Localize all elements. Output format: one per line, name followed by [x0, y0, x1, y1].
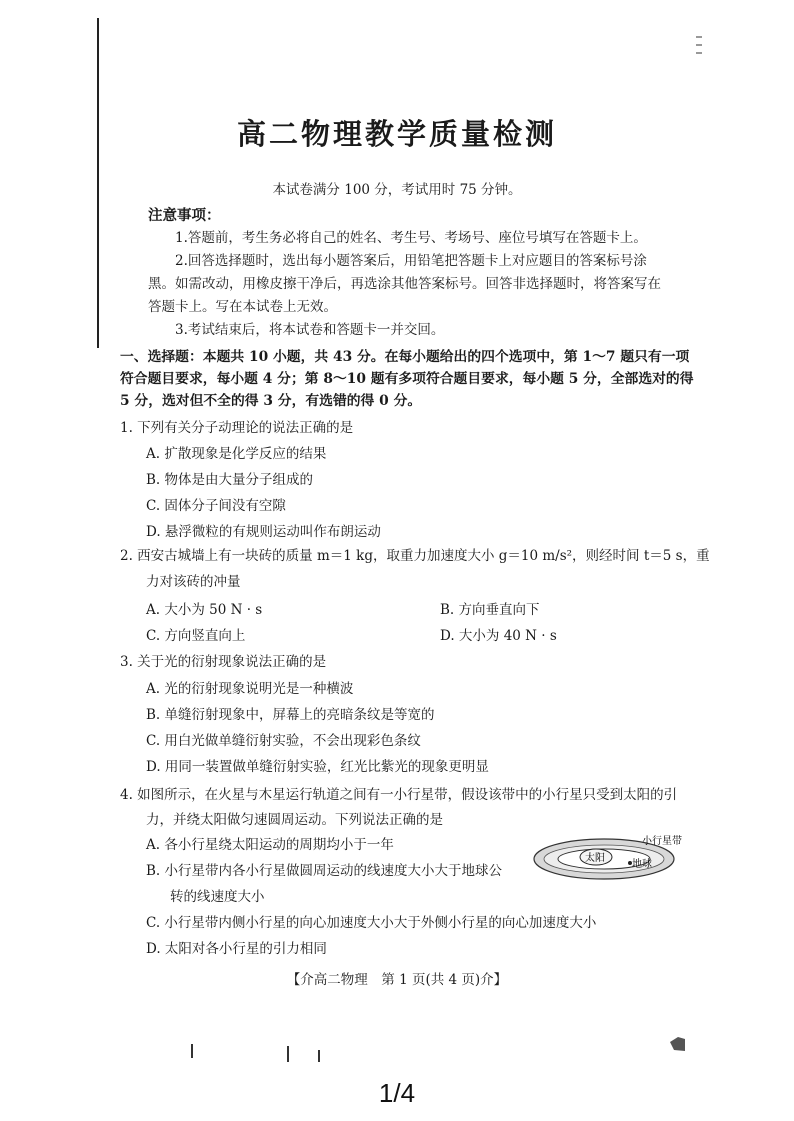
notice-line-1: 1.答题前，考生务必将自己的姓名、考生号、考场号、座位号填写在答题卡上。	[175, 230, 647, 246]
q4-option-d: D. 太阳对各小行星的引力相同	[146, 941, 327, 957]
q2-stem-line-1: 2. 西安古城墙上有一块砖的质量 m＝1 kg，取重力加速度大小 g＝10 m/s²，则经时间 t＝5 s，重	[120, 548, 710, 564]
page-indicator: 1/4	[378, 1078, 416, 1108]
belt-label: 小行星带	[642, 836, 682, 847]
asteroid-belt-figure	[530, 832, 694, 884]
q3-option-a: A. 光的衍射现象说明光是一种横波	[146, 681, 354, 697]
exam-subtitle: 本试卷满分 100 分，考试用时 75 分钟。	[272, 182, 522, 198]
q4-stem-line-2: 力，并绕太阳做匀速圆周运动。下列说法正确的是	[146, 812, 443, 828]
notice-line-3: 黑。如需改动，用橡皮擦干净后，再选涂其他答案标号。回答非选择题时，将答案写在	[148, 276, 661, 292]
q4-option-c: C. 小行星带内侧小行星的向心加速度大小大于外侧小行星的向心加速度大小	[146, 915, 597, 931]
q2-option-c: C. 方向竖直向上	[146, 628, 246, 644]
page-title: 高二物理教学质量检测	[236, 117, 557, 151]
q3-option-c: C. 用白光做单缝衍射实验，不会出现彩色条纹	[146, 733, 421, 749]
q1-option-b: B. 物体是由大量分子组成的	[146, 472, 314, 488]
q3-stem: 3. 关于光的衍射现象说法正确的是	[120, 654, 327, 670]
earth-label: 地球	[632, 859, 652, 870]
q4-stem-line-1: 4. 如图所示，在火星与木星运行轨道之间有一小行星带，假设该带中的小行星只受到太阳的引	[120, 787, 678, 803]
corner-scan-mark	[696, 36, 704, 70]
q4-option-b-line-1: B. 小行星带内各小行星做圆周运动的线速度大小大于地球公	[146, 863, 503, 879]
q1-option-a: A. 扩散现象是化学反应的结果	[146, 446, 327, 462]
q2-stem-line-2: 力对该砖的冲量	[146, 574, 241, 590]
notice-line-4: 答题卡上。写在本试卷上无效。	[148, 299, 337, 315]
scan-blot	[668, 1036, 686, 1052]
scan-mark-3	[318, 1050, 320, 1062]
notice-line-2: 2.回答选择题时，选出每小题答案后，用铅笔把答题卡上对应题目的答案标号涂	[175, 253, 647, 269]
sun-label: 太阳	[585, 853, 605, 864]
q3-option-d: D. 用同一装置做单缝衍射实验，红光比紫光的现象更明显	[146, 759, 489, 775]
scan-mark-2	[287, 1046, 289, 1062]
page-footer: 【介高二物理 第 1 页(共 4 页)介】	[286, 972, 508, 988]
q2-option-d: D. 大小为 40 N · s	[440, 628, 557, 644]
notice-line-5: 3.考试结束后，将本试卷和答题卡一并交回。	[175, 322, 445, 338]
q2-option-a: A. 大小为 50 N · s	[146, 602, 263, 618]
scan-mark-1	[191, 1044, 193, 1058]
q4-option-a: A. 各小行星绕太阳运动的周期均小于一年	[146, 837, 394, 853]
q1-option-c: C. 固体分子间没有空隙	[146, 498, 286, 514]
q4-option-b-line-2: 转的线速度大小	[170, 889, 265, 905]
q2-option-b: B. 方向垂直向下	[440, 602, 540, 618]
notice-heading: 注意事项：	[148, 207, 221, 224]
q1-option-d: D. 悬浮微粒的有规则运动叫作布朗运动	[146, 524, 381, 540]
section-heading: 一、选择题：本题共 10 小题，共 43 分。在每小题给出的四个选项中，第 1～7 题只有一项符合题目要求，每小题 4 分；第 8～10 题有多项符合题目要求，每小题 5 分，全部选对的得 5 分，选对但不全的得 3 分，有选错的得 0 分。	[120, 349, 694, 409]
q1-stem: 1. 下列有关分子动理论的说法正确的是	[120, 420, 354, 436]
q3-option-b: B. 单缝衍射现象中，屏幕上的亮暗条纹是等宽的	[146, 707, 435, 723]
